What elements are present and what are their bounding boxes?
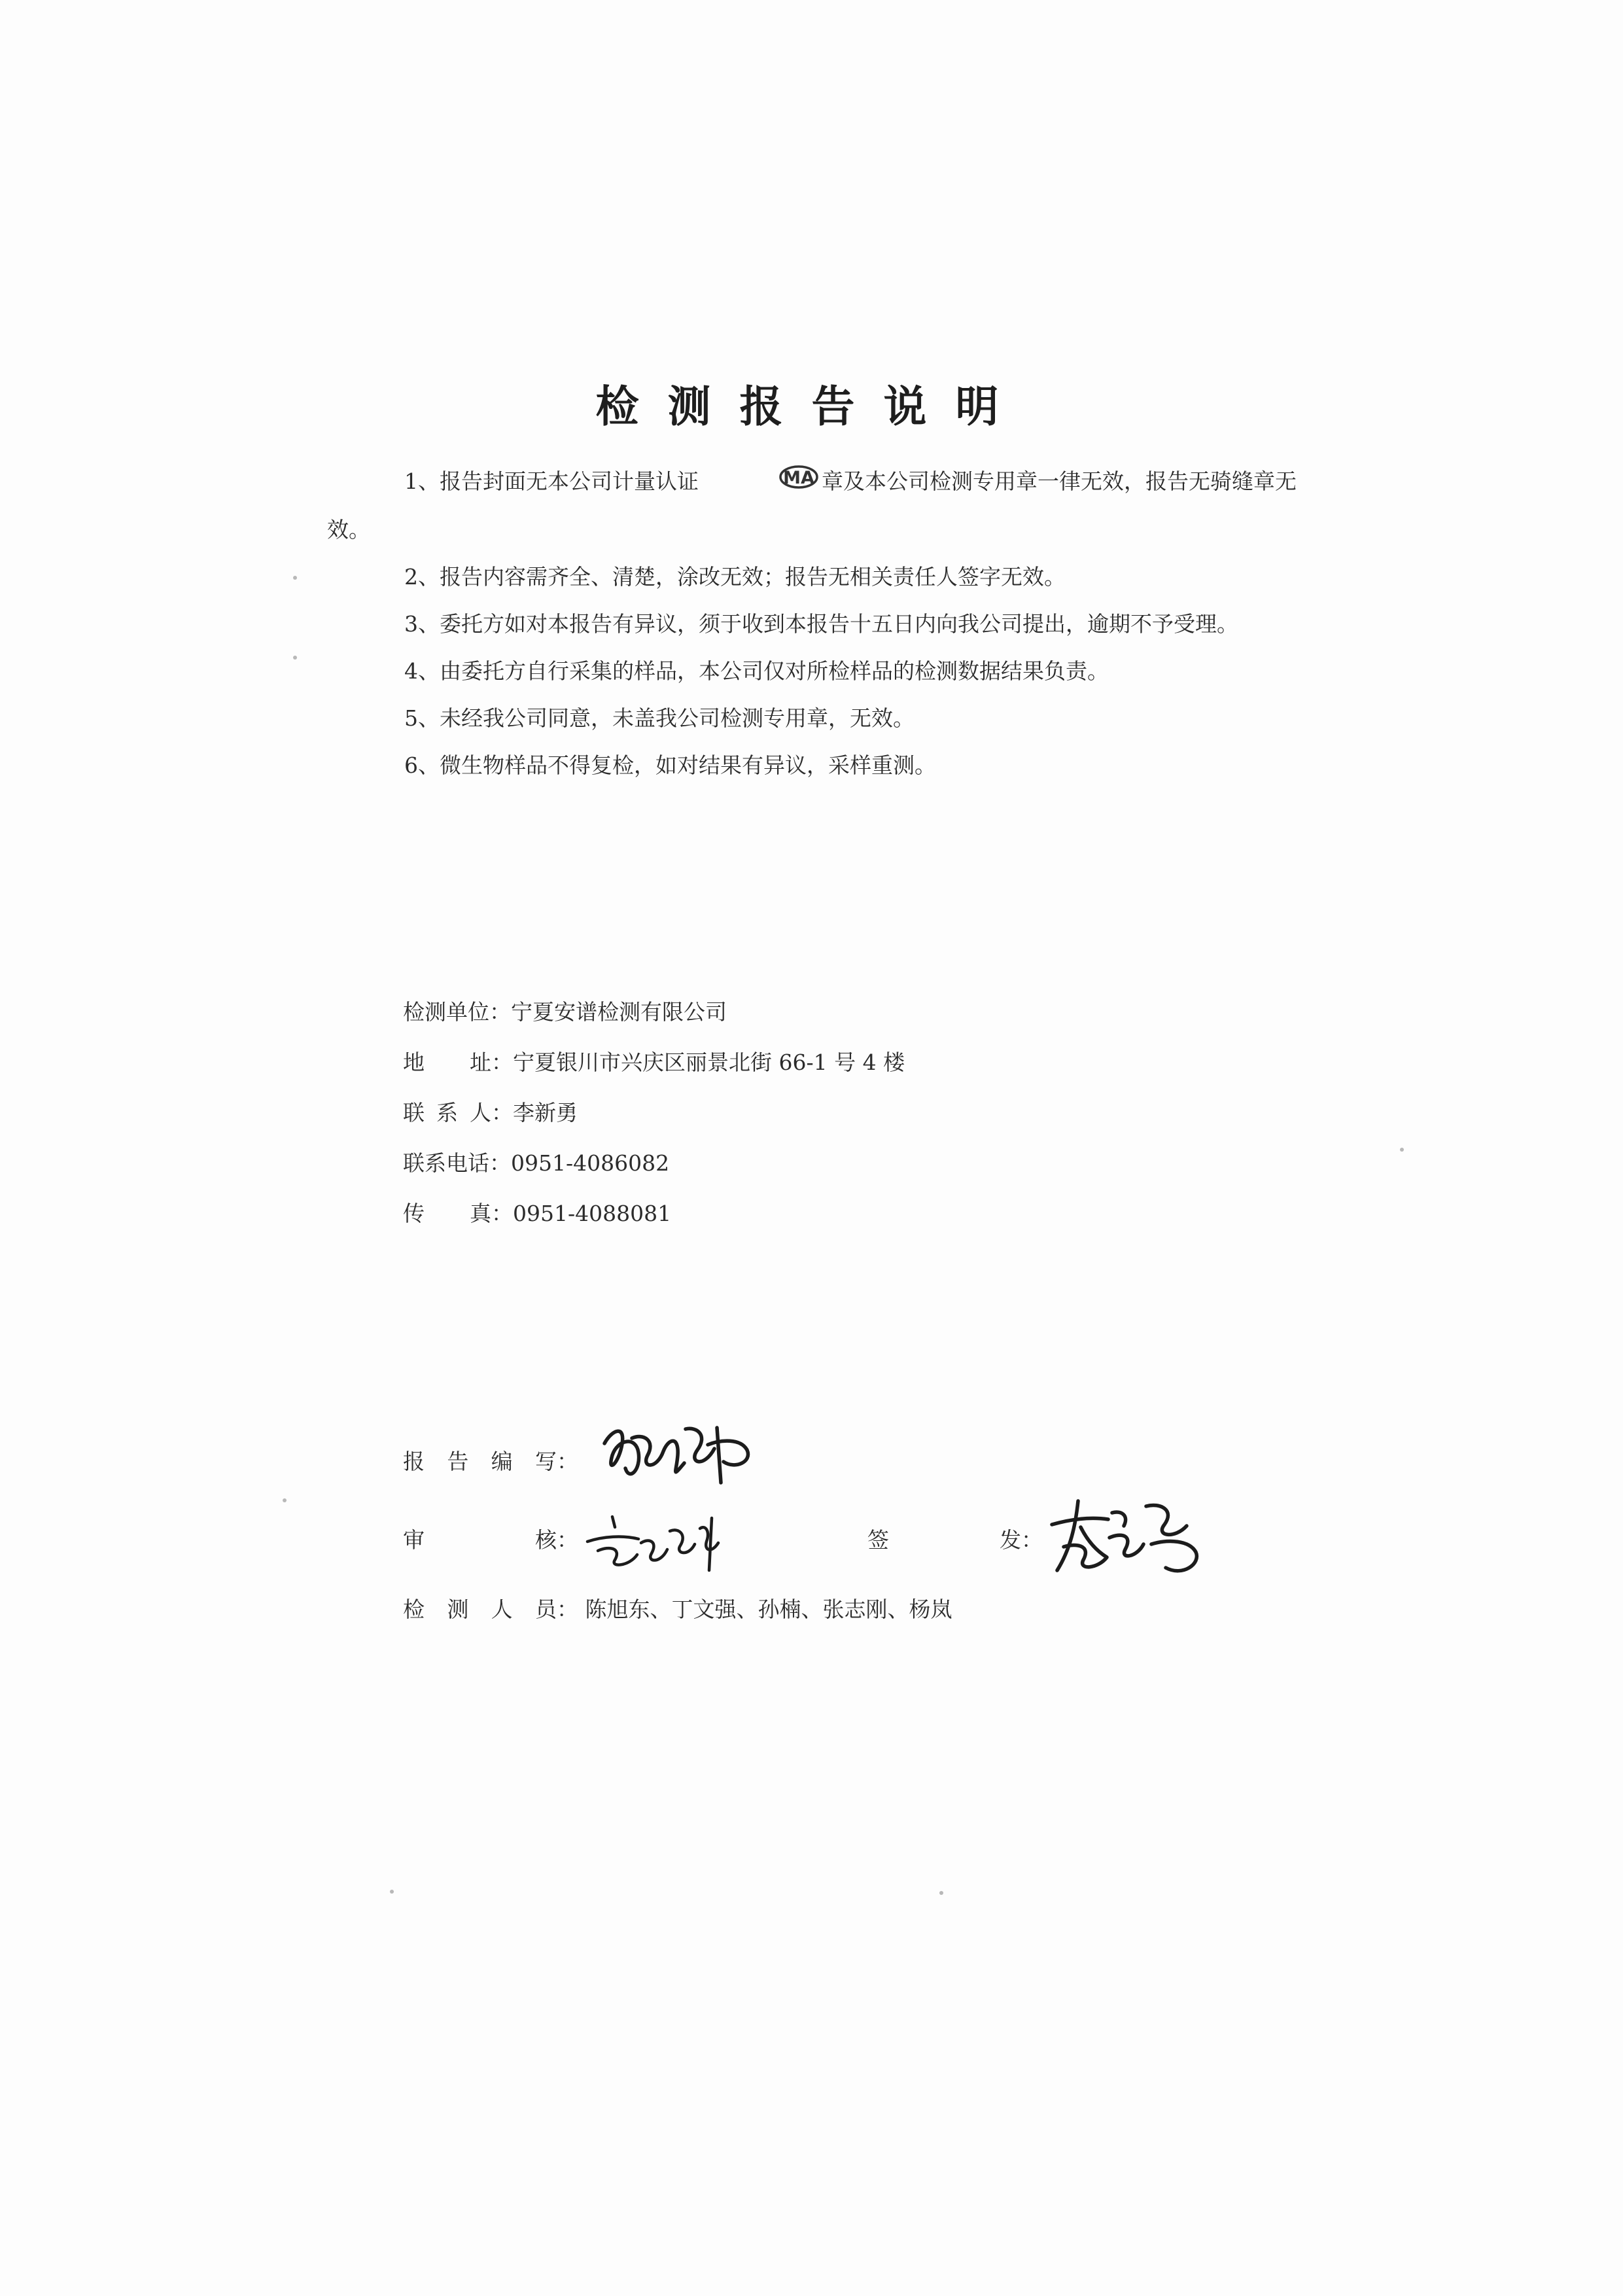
scan-speck	[390, 1890, 394, 1894]
editor-label-part: 报	[403, 1449, 425, 1474]
scan-speck	[939, 1891, 943, 1895]
phone-label: 联系电话：	[403, 1150, 511, 1176]
info-row-contact	[403, 1087, 905, 1138]
unit-label: 检测单位：	[403, 999, 511, 1025]
reviewer-label-part: 核：	[535, 1527, 578, 1553]
contact-label-part: 人：	[470, 1100, 513, 1125]
note-1-text-before: 1、报告封面无本公司计量认证	[404, 468, 699, 494]
scan-speck	[293, 656, 297, 660]
reviewer-row	[403, 1523, 578, 1554]
testers-label-part: 人	[491, 1597, 513, 1622]
note-3: 3、委托方如对本报告有异议，须于收到本报告十五日内向我公司提出，逾期不予受理。	[404, 611, 1238, 637]
editor-label	[403, 1445, 578, 1475]
fax-label-part: 传	[403, 1201, 425, 1226]
issuer-label	[867, 1523, 1043, 1554]
issuer-label-part: 发：	[1000, 1527, 1043, 1553]
reviewer-label	[403, 1523, 578, 1554]
cma-stamp-label: MA	[783, 468, 814, 488]
page-title: 检测报告说明	[595, 381, 1028, 432]
contact-value: 李新勇	[513, 1100, 578, 1125]
editor-signature	[593, 1409, 769, 1494]
notes-list	[327, 458, 1295, 789]
reviewer-label-part: 审	[403, 1527, 425, 1553]
scan-speck	[293, 576, 297, 580]
fax-value: 0951-4088081	[513, 1201, 672, 1226]
issuer-row	[867, 1523, 1043, 1554]
info-row-fax	[403, 1188, 905, 1239]
reviewer-signature	[584, 1505, 741, 1577]
testers-label	[403, 1593, 578, 1623]
address-label	[403, 1037, 513, 1087]
editor-row	[403, 1445, 578, 1475]
editor-label-part: 写：	[534, 1449, 578, 1474]
note-4: 4、由委托方自行采集的样品，本公司仅对所检样品的检测数据结果负责。	[404, 658, 1109, 684]
contact-label-part: 系	[436, 1100, 458, 1125]
note-2: 2、报告内容需齐全、清楚，涂改无效；报告无相关责任人签字无效。	[404, 564, 1066, 590]
fax-label-part: 真：	[470, 1201, 513, 1226]
address-label-part: 地	[403, 1050, 425, 1075]
note-5: 5、未经我公司同意，未盖我公司检测专用章，无效。	[404, 705, 915, 731]
issuer-label-part: 签	[867, 1527, 889, 1553]
info-row-phone	[403, 1138, 905, 1188]
scan-speck	[283, 1498, 287, 1502]
testers-label-part: 员：	[534, 1597, 578, 1622]
phone-value: 0951-4086082	[511, 1150, 670, 1176]
scan-speck	[1400, 1148, 1404, 1152]
company-info	[403, 987, 905, 1239]
cma-stamp-icon	[701, 459, 819, 506]
info-row-address	[403, 1037, 905, 1087]
contact-label-part: 联	[403, 1100, 425, 1125]
testers-label-part: 测	[447, 1597, 469, 1622]
testers-row	[403, 1593, 952, 1623]
note-1-text-after: 章及本公司检测专用章一律无效，报告无骑缝章无	[822, 468, 1297, 494]
testers-label-part: 检	[403, 1597, 425, 1622]
address-label-part: 址：	[470, 1050, 513, 1075]
editor-label-part: 告	[447, 1449, 469, 1474]
fax-label	[403, 1188, 513, 1239]
address-value: 宁夏银川市兴庆区丽景北街 66-1 号 4 楼	[513, 1050, 905, 1075]
note-1	[327, 458, 1295, 506]
note-1-continuation: 效。	[327, 517, 370, 542]
info-row-unit	[403, 987, 905, 1037]
contact-label	[403, 1087, 513, 1138]
unit-value: 宁夏安谱检测有限公司	[511, 999, 727, 1025]
editor-label-part: 编	[491, 1449, 513, 1474]
issuer-signature	[1044, 1487, 1208, 1585]
testers-value: 陈旭东、丁文强、孙楠、张志刚、杨岚	[585, 1597, 952, 1622]
note-6: 6、微生物样品不得复检，如对结果有异议，采样重测。	[404, 752, 936, 778]
